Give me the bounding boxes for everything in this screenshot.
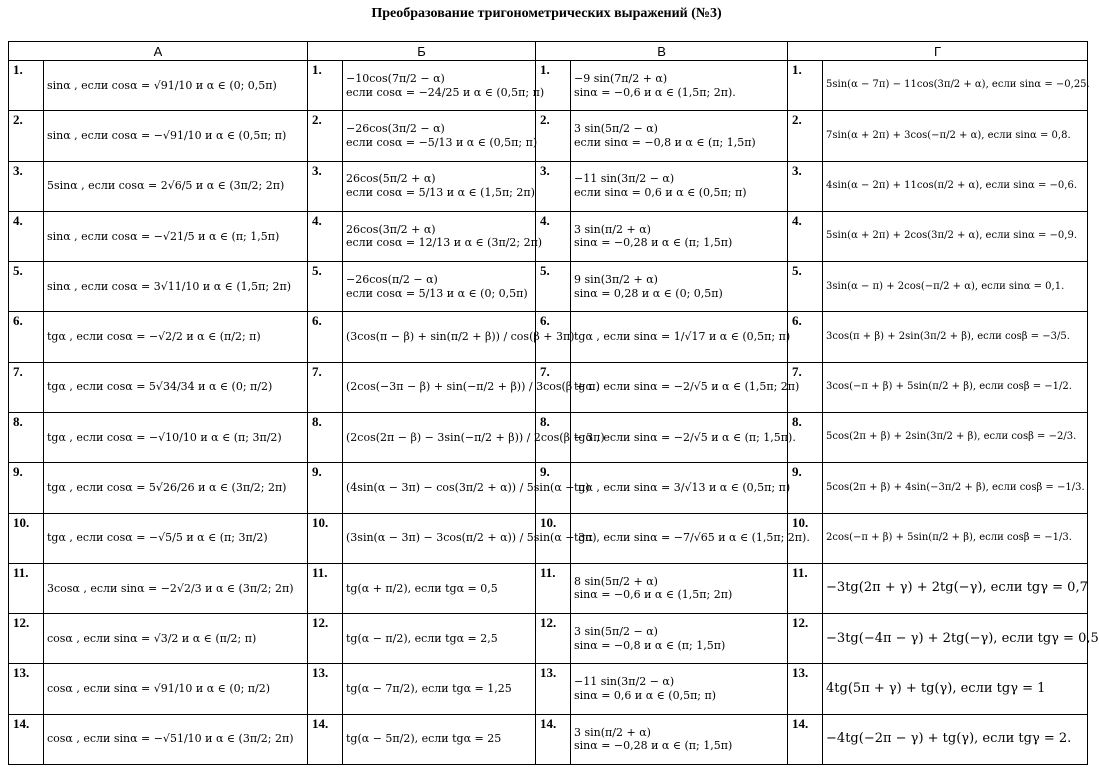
- expression-d: 3cos(π + β) + 2sin(3π/2 + β), если cosβ = −3/5.: [823, 312, 1088, 362]
- table-row: [9, 664, 1088, 714]
- problem-number: 1.: [308, 61, 343, 111]
- expression-line: 8 sin(5π/2 + α): [574, 574, 658, 588]
- expression-a: tgα , если cosα = 5√34/34 и α ∈ (0; π/2): [44, 362, 308, 412]
- expression-line: −26cos(π/2 − α): [346, 273, 438, 287]
- problem-number: 1.: [788, 61, 823, 111]
- expression-line: sinα = −0,8 и α ∈ (π; 1,5π): [574, 638, 726, 652]
- problem-number: 6.: [9, 312, 44, 362]
- expression-d: 3cos(−π + β) + 5sin(π/2 + β), если cosβ = −1/2.: [823, 362, 1088, 412]
- expression-line: −11 sin(3π/2 − α): [574, 172, 675, 186]
- expression-d: 7sin(α + 2π) + 3cos(−π/2 + α), если sinα = 0,8.: [823, 111, 1088, 161]
- expression-a: tgα , если cosα = 5√26/26 и α ∈ (3π/2; 2π): [44, 463, 308, 513]
- expression-line: если sinα = −0,8 и α ∈ (π; 1,5π): [574, 135, 756, 149]
- problem-number: 6.: [788, 312, 823, 362]
- expression-c: [571, 714, 788, 764]
- table-row: [9, 262, 1088, 312]
- problem-number: 10.: [536, 513, 571, 563]
- expression-b: [343, 161, 536, 211]
- table-row: [9, 563, 1088, 613]
- expression-a: sinα , если cosα = √91/10 и α ∈ (0; 0,5π): [44, 61, 308, 111]
- problem-number: 2.: [9, 111, 44, 161]
- expression-line: −26cos(3π/2 − α): [346, 122, 445, 136]
- expression-d: 4sin(α − 2π) + 11cos(π/2 + α), если sinα = −0,6.: [823, 161, 1088, 211]
- problem-number: 9.: [536, 463, 571, 513]
- problem-number: 12.: [536, 614, 571, 664]
- problem-number: 8.: [308, 412, 343, 462]
- table-row: [9, 614, 1088, 664]
- expression-line: sinα = −0,6 и α ∈ (1,5π; 2π): [574, 588, 733, 602]
- expression-a: cosα , если sinα = −√51/10 и α ∈ (3π/2; 2π): [44, 714, 308, 764]
- expression-a: tgα , если cosα = −√10/10 и α ∈ (π; 3π/2): [44, 412, 308, 462]
- table-row: [9, 312, 1088, 362]
- expression-line: sinα = −0,28 и α ∈ (π; 1,5π): [574, 236, 733, 250]
- problem-number: 6.: [308, 312, 343, 362]
- problem-number: 3.: [9, 161, 44, 211]
- expression-c: [571, 211, 788, 261]
- problem-number: 10.: [788, 513, 823, 563]
- expression-d: 5sin(α − 7π) − 11cos(3π/2 + α), если sinα = −0,25.: [823, 61, 1088, 111]
- expression-d: 5cos(2π + β) + 2sin(3π/2 + β), если cosβ = −2/3.: [823, 412, 1088, 462]
- problem-number: 1.: [536, 61, 571, 111]
- problem-number: 13.: [308, 664, 343, 714]
- problem-number: 14.: [9, 714, 44, 764]
- problem-number: 5.: [788, 262, 823, 312]
- column-header-d: Г: [788, 42, 1088, 61]
- problem-number: 13.: [9, 664, 44, 714]
- problem-number: 8.: [788, 412, 823, 462]
- expression-c: [571, 563, 788, 613]
- problem-number: 8.: [9, 412, 44, 462]
- expression-line: −10cos(7π/2 − α): [346, 71, 445, 85]
- expression-c: tgα , если sinα = 1/√17 и α ∈ (0,5π; π): [571, 312, 788, 362]
- problem-number: 13.: [788, 664, 823, 714]
- expression-line: если cosα = 5/13 и α ∈ (0; 0,5π): [346, 286, 528, 300]
- expression-d: 2cos(−π + β) + 5sin(π/2 + β), если cosβ = −1/3.: [823, 513, 1088, 563]
- expression-d: −4tg(−2π − γ) + tg(γ), если tgγ = 2.: [823, 714, 1088, 764]
- table-row: [9, 161, 1088, 211]
- problem-number: 4.: [788, 211, 823, 261]
- expression-line: 3 sin(5π/2 − α): [574, 624, 658, 638]
- problem-number: 10.: [308, 513, 343, 563]
- expression-line: 9 sin(3π/2 + α): [574, 273, 658, 287]
- problem-number: 2.: [536, 111, 571, 161]
- expression-b: (3sin(α − 3π) − 3cos(π/2 + α)) / 5sin(α − 3π): [343, 513, 536, 563]
- expression-b: (3cos(π − β) + sin(π/2 + β)) / cos(β + 3π): [343, 312, 536, 362]
- problem-number: 4.: [9, 211, 44, 261]
- expression-b: [343, 262, 536, 312]
- problem-number: 14.: [536, 714, 571, 764]
- expression-line: 3 sin(5π/2 − α): [574, 122, 658, 136]
- expression-b: tg(α + π/2), если tgα = 0,5: [343, 563, 536, 613]
- expression-b: (2cos(−3π − β) + sin(−π/2 + β)) / 3cos(β + π): [343, 362, 536, 412]
- problem-number: 11.: [536, 563, 571, 613]
- problem-number: 2.: [308, 111, 343, 161]
- expression-d: 5sin(α + 2π) + 2cos(3π/2 + α), если sinα = −0,9.: [823, 211, 1088, 261]
- expression-b: tg(α − π/2), если tgα = 2,5: [343, 614, 536, 664]
- expression-line: sinα = 0,28 и α ∈ (0; 0,5π): [574, 286, 723, 300]
- expression-c: [571, 61, 788, 111]
- expression-line: если cosα = 5/13 и α ∈ (1,5π; 2π): [346, 186, 535, 200]
- expression-a: sinα , если cosα = −√91/10 и α ∈ (0,5π; π): [44, 111, 308, 161]
- table-row: [9, 412, 1088, 462]
- problem-number: 11.: [788, 563, 823, 613]
- expression-a: sinα , если cosα = −√21/5 и α ∈ (π; 1,5π): [44, 211, 308, 261]
- expression-b: [343, 111, 536, 161]
- expression-line: если cosα = 12/13 и α ∈ (3π/2; 2π): [346, 236, 543, 250]
- problem-number: 6.: [536, 312, 571, 362]
- problem-number: 10.: [9, 513, 44, 563]
- expression-b: (2cos(2π − β) − 3sin(−π/2 + β)) / 2cos(β − 3π): [343, 412, 536, 462]
- expression-a: sinα , если cosα = 3√11/10 и α ∈ (1,5π; 2π): [44, 262, 308, 312]
- problem-number: 13.: [536, 664, 571, 714]
- problem-number: 9.: [308, 463, 343, 513]
- problem-number: 7.: [536, 362, 571, 412]
- problems-table: [8, 41, 1099, 765]
- problem-number: 12.: [9, 614, 44, 664]
- table-row: [9, 61, 1088, 111]
- expression-a: tgα , если cosα = −√2/2 и α ∈ (π/2; π): [44, 312, 308, 362]
- expression-d: −3tg(−4π − γ) + 2tg(−γ), если tgγ = 0,5: [823, 614, 1088, 664]
- expression-a: cosα , если sinα = √91/10 и α ∈ (0; π/2): [44, 664, 308, 714]
- expression-line: sinα = −0,6 и α ∈ (1,5π; 2π).: [574, 85, 736, 99]
- table-row: [9, 714, 1088, 764]
- expression-line: −9 sin(7π/2 + α): [574, 71, 668, 85]
- problem-number: 7.: [788, 362, 823, 412]
- expression-b: [343, 211, 543, 261]
- expression-c: tgα , если sinα = −2/√5 и α ∈ (π; 1,5π).: [571, 412, 788, 462]
- expression-a: 3cosα , если sinα = −2√2/3 и α ∈ (3π/2; 2π): [44, 563, 308, 613]
- problem-number: 4.: [308, 211, 343, 261]
- table-row: [9, 111, 1088, 161]
- table-row: [9, 211, 1088, 261]
- table-row: [9, 513, 1088, 563]
- problem-number: 1.: [9, 61, 44, 111]
- problem-number: 12.: [788, 614, 823, 664]
- expression-d: 5cos(2π + β) + 4sin(−3π/2 + β), если cosβ = −1/3.: [823, 463, 1088, 513]
- problem-number: 14.: [788, 714, 823, 764]
- expression-line: 3 sin(π/2 + α): [574, 222, 651, 236]
- expression-b: tg(α − 5π/2), если tgα = 25: [343, 714, 536, 764]
- expression-c: tgα , если sinα = 3/√13 и α ∈ (0,5π; π): [571, 463, 788, 513]
- header-row: [9, 42, 1088, 61]
- column-header-b: Б: [308, 42, 536, 61]
- expression-line: −11 sin(3π/2 − α): [574, 675, 675, 689]
- problem-number: 11.: [308, 563, 343, 613]
- expression-c: tgα , если sinα = −2/√5 и α ∈ (1,5π; 2π): [571, 362, 788, 412]
- expression-d: 3sin(α − π) + 2cos(−π/2 + α), если sinα = 0,1.: [823, 262, 1088, 312]
- expression-c: [571, 614, 788, 664]
- expression-a: cosα , если sinα = √3/2 и α ∈ (π/2; π): [44, 614, 308, 664]
- expression-b: [343, 61, 545, 111]
- expression-line: если sinα = 0,6 и α ∈ (0,5π; π): [574, 186, 747, 200]
- expression-c: [571, 161, 788, 211]
- expression-d: −3tg(2π + γ) + 2tg(−γ), если tgγ = 0,7: [823, 563, 1088, 613]
- expression-b: tg(α − 7π/2), если tgα = 1,25: [343, 664, 536, 714]
- expression-line: 3 sin(π/2 + α): [574, 725, 651, 739]
- expression-c: [571, 262, 788, 312]
- expression-line: если cosα = −24/25 и α ∈ (0,5π; π): [346, 85, 545, 99]
- expression-b: (4sin(α − 3π) − cos(3π/2 + α)) / 5sin(α − π): [343, 463, 536, 513]
- expression-d: 4tg(5π + γ) + tg(γ), если tgγ = 1: [823, 664, 1088, 714]
- table-body: [9, 61, 1099, 765]
- expression-line: если cosα = −5/13 и α ∈ (0,5π; π): [346, 135, 538, 149]
- problem-number: 3.: [536, 161, 571, 211]
- problem-number: 5.: [308, 262, 343, 312]
- problem-number: 9.: [9, 463, 44, 513]
- column-header-a: А: [9, 42, 308, 61]
- problem-number: 5.: [9, 262, 44, 312]
- expression-line: sinα = 0,6 и α ∈ (0,5π; π): [574, 689, 717, 703]
- expression-c: tgα , если sinα = −7/√65 и α ∈ (1,5π; 2π).: [571, 513, 788, 563]
- problem-number: 11.: [9, 563, 44, 613]
- problem-number: 2.: [788, 111, 823, 161]
- problem-number: 4.: [536, 211, 571, 261]
- problem-number: 14.: [308, 714, 343, 764]
- problem-number: 5.: [536, 262, 571, 312]
- expression-line: sinα = −0,28 и α ∈ (π; 1,5π): [574, 739, 733, 753]
- problem-number: 3.: [788, 161, 823, 211]
- expression-line: 26cos(3π/2 + α): [346, 222, 436, 236]
- expression-line: 26cos(5π/2 + α): [346, 172, 436, 186]
- problem-number: 7.: [308, 362, 343, 412]
- page-title: Преобразование тригонометрических выражений (№3): [371, 6, 722, 21]
- problem-number: 7.: [9, 362, 44, 412]
- expression-c: [571, 664, 788, 714]
- problem-number: 12.: [308, 614, 343, 664]
- column-header-c: В: [536, 42, 788, 61]
- problem-number: 9.: [788, 463, 823, 513]
- expression-a: 5sinα , если cosα = 2√6/5 и α ∈ (3π/2; 2π): [44, 161, 308, 211]
- expression-a: tgα , если cosα = −√5/5 и α ∈ (π; 3π/2): [44, 513, 308, 563]
- table-row: [9, 463, 1088, 513]
- table-row: [9, 362, 1088, 412]
- expression-c: [571, 111, 788, 161]
- problem-number: 3.: [308, 161, 343, 211]
- problem-number: 8.: [536, 412, 571, 462]
